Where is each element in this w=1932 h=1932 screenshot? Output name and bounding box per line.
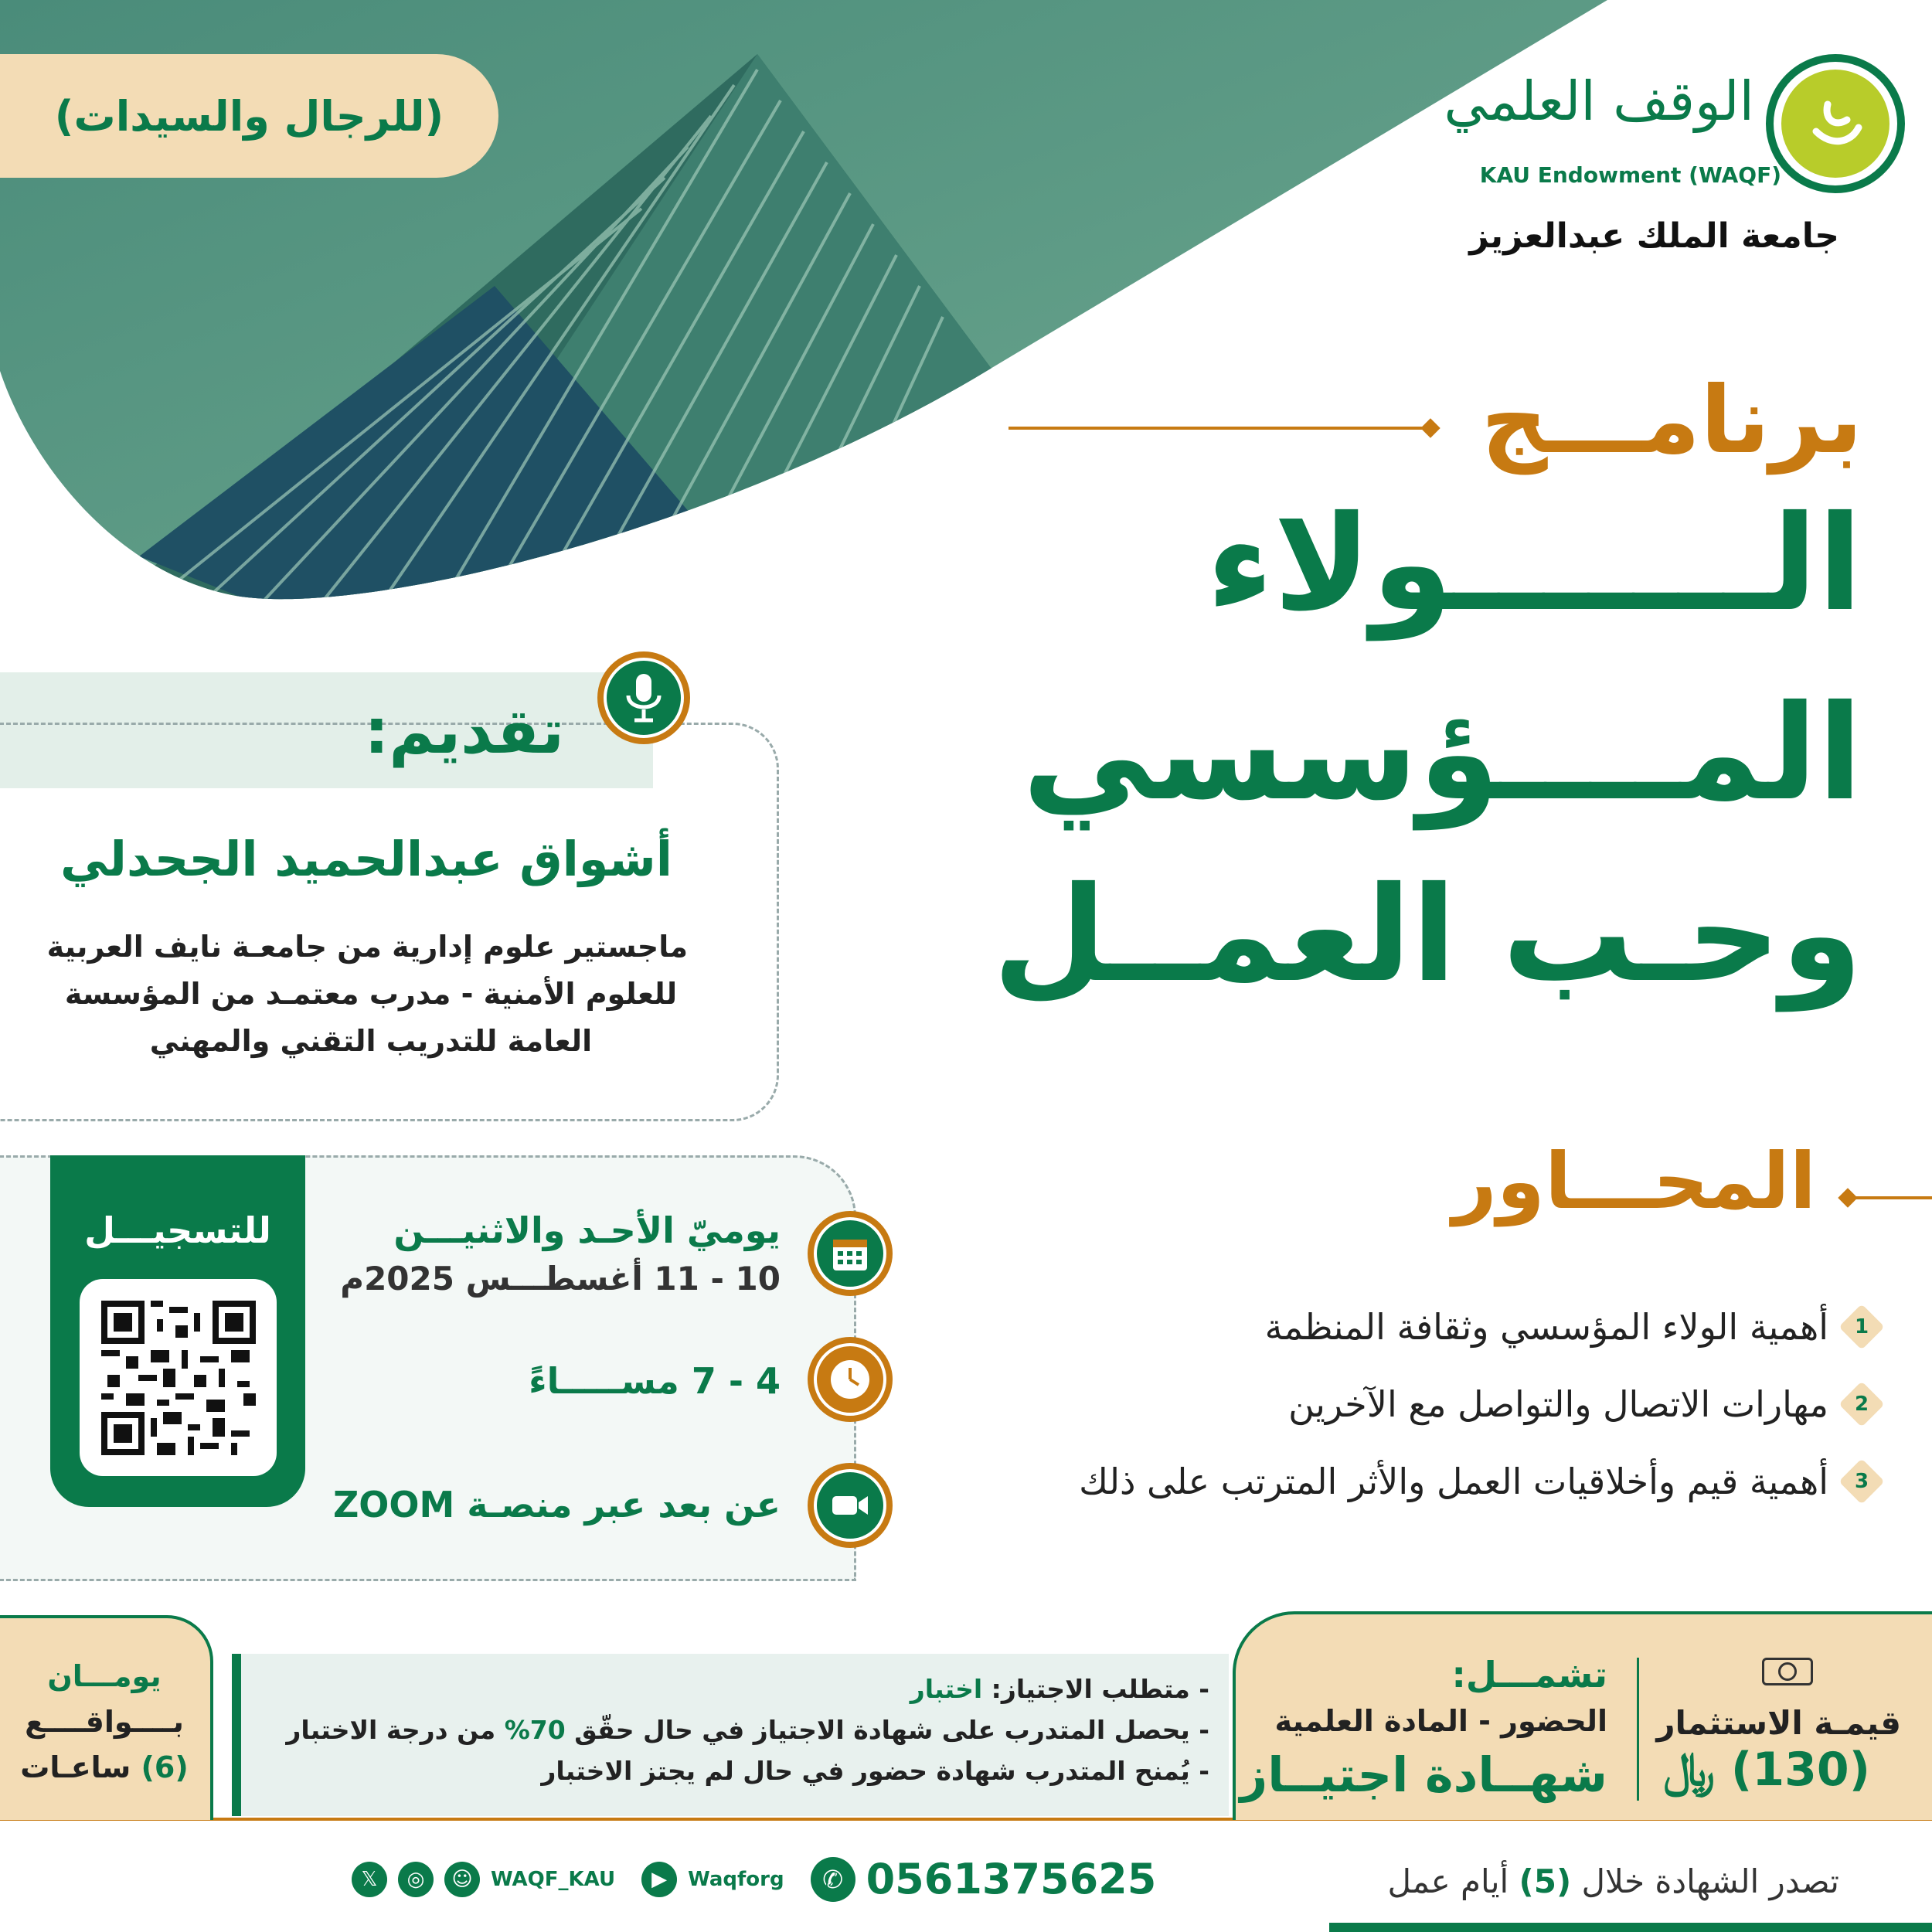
requirement-line-1: - متطلب الاجتياز: اختبار (910, 1674, 1209, 1704)
whatsapp-icon[interactable]: ✆ (811, 1857, 855, 1902)
requirement-line-2: - يحصل المتدرب على شهادة الاجتياز في حال حقّق 70% من درجة الاختبار (286, 1714, 1209, 1745)
contact-bar (352, 1855, 1156, 1903)
duration-days: يومـــان (47, 1659, 162, 1693)
registration-label: للتسجيـــل (84, 1209, 271, 1251)
schedule-days: يوميّ الأحـد والاثنيـــن (393, 1209, 781, 1251)
qr-code-icon (101, 1301, 256, 1455)
topic-number-badge: 1 (1838, 1304, 1884, 1349)
phone-number[interactable]: 0561375625 (866, 1855, 1157, 1903)
footer-accent-bar (1329, 1923, 1932, 1932)
program-title-line3: وحـب العمــل (992, 859, 1862, 1012)
topics-list (1079, 1306, 1878, 1502)
presenter-bio (46, 923, 688, 1064)
audience-text: (للرجال والسيدات) (54, 91, 444, 141)
investment-value: (130) (1730, 1743, 1870, 1797)
x-twitter-icon[interactable]: 𝕏 (352, 1862, 387, 1897)
topic-number-badge: 3 (1838, 1458, 1884, 1504)
requirements-text (286, 1669, 1209, 1791)
program-title-line1: الـــــــولاء (1206, 488, 1862, 641)
logo-english-name: KAU Endowment (WAQF) (1479, 162, 1781, 188)
topic-item-2 (1079, 1383, 1878, 1425)
social-handle[interactable]: WAQF_KAU (491, 1867, 616, 1891)
topics-divider-dot (1838, 1188, 1857, 1207)
registration-panel (50, 1155, 305, 1507)
includes-items: الحضور - المادة العلمية (1274, 1704, 1607, 1738)
audience-badge (0, 54, 498, 178)
schedule-dates: 10 - 11 أغسطـــس 2025م (340, 1260, 781, 1298)
microphone-badge (597, 651, 690, 744)
topic-item-1 (1079, 1306, 1878, 1348)
topic-item-3 (1079, 1461, 1878, 1502)
duration-text (0, 1654, 209, 1791)
video-badge (808, 1463, 893, 1548)
microphone-icon (622, 671, 665, 725)
waqf-emblem-icon (1766, 54, 1905, 193)
topic-text: مهارات الاتصال والتواصل مع الآخرين (1288, 1383, 1828, 1425)
topics-divider (1851, 1196, 1932, 1199)
requirement-line-3: - يُمنح المتدرب شهادة حضور في حال لم يجتز الاختبار (541, 1755, 1209, 1786)
program-prefix: برنامـــج (1481, 367, 1862, 474)
certificate-days: (5) (1519, 1862, 1572, 1900)
investment-label: قيمـة الاستثمار (1656, 1704, 1901, 1742)
schedule-platform: عن بعد عبر منصـة ZOOM (332, 1484, 781, 1526)
youtube-handle[interactable]: Waqforg (688, 1867, 784, 1891)
requirement-exam: اختبار (910, 1674, 983, 1704)
youtube-icon[interactable]: ▶ (641, 1862, 677, 1897)
money-icon (1762, 1658, 1813, 1685)
topic-text: أهمية قيم وأخلاقيات العمل والأثر المترتب على ذلك (1079, 1461, 1828, 1502)
logo-arabic-name: الوقف العلمي (1444, 70, 1754, 133)
calendar-badge (808, 1211, 893, 1296)
topic-text: أهمية الولاء المؤسسي وثقافة المنظمة (1264, 1306, 1828, 1348)
instagram-icon[interactable]: ◎ (398, 1862, 434, 1897)
requirement-percent: 70% (504, 1714, 566, 1745)
schedule-time: 4 - 7 مســـــاءً (529, 1360, 781, 1402)
university-name: جامعة الملك عبدالعزيز (1469, 216, 1839, 256)
includes-certificate: شهــادة اجتيــاز (1240, 1747, 1607, 1803)
clock-badge (808, 1337, 893, 1422)
certificate-issuance: تصدر الشهادة خلال (5) أيام عمل (1387, 1862, 1839, 1900)
duration-by: بــــواقــــع (25, 1704, 184, 1739)
title-divider (1009, 427, 1434, 430)
investment-price (1664, 1743, 1870, 1797)
clock-icon (828, 1357, 872, 1402)
calendar-icon (830, 1233, 870, 1274)
topic-number-badge: 2 (1838, 1381, 1884, 1427)
presenter-bio-line2: للعلوم الأمنية - مدرب معتمـد من المؤسسة (64, 976, 678, 1011)
presenter-heading: تقديم: (364, 696, 564, 767)
panel-separator (1637, 1658, 1639, 1801)
topics-heading: المحـــاور (1452, 1136, 1816, 1226)
registration-qr-code[interactable] (80, 1279, 277, 1476)
snapchat-icon[interactable]: ☺ (444, 1862, 480, 1897)
waqf-logo (1444, 31, 1905, 286)
duration-hours: (6) ساعـات (20, 1750, 189, 1784)
video-camera-icon (831, 1492, 869, 1519)
currency-icon: ﷼ (1663, 1743, 1716, 1797)
includes-label: تشمـــل: (1451, 1654, 1607, 1696)
program-title-line2: المــــؤسسي (1022, 677, 1862, 830)
presenter-bio-line3: العامة للتدريب التقني والمهني (149, 1023, 593, 1058)
presenter-name: أشواق عبدالحميد الجحدلي (60, 831, 672, 887)
presenter-bio-line1: ماجستير علوم إدارية من جامعـة نايف العربية (46, 930, 688, 964)
